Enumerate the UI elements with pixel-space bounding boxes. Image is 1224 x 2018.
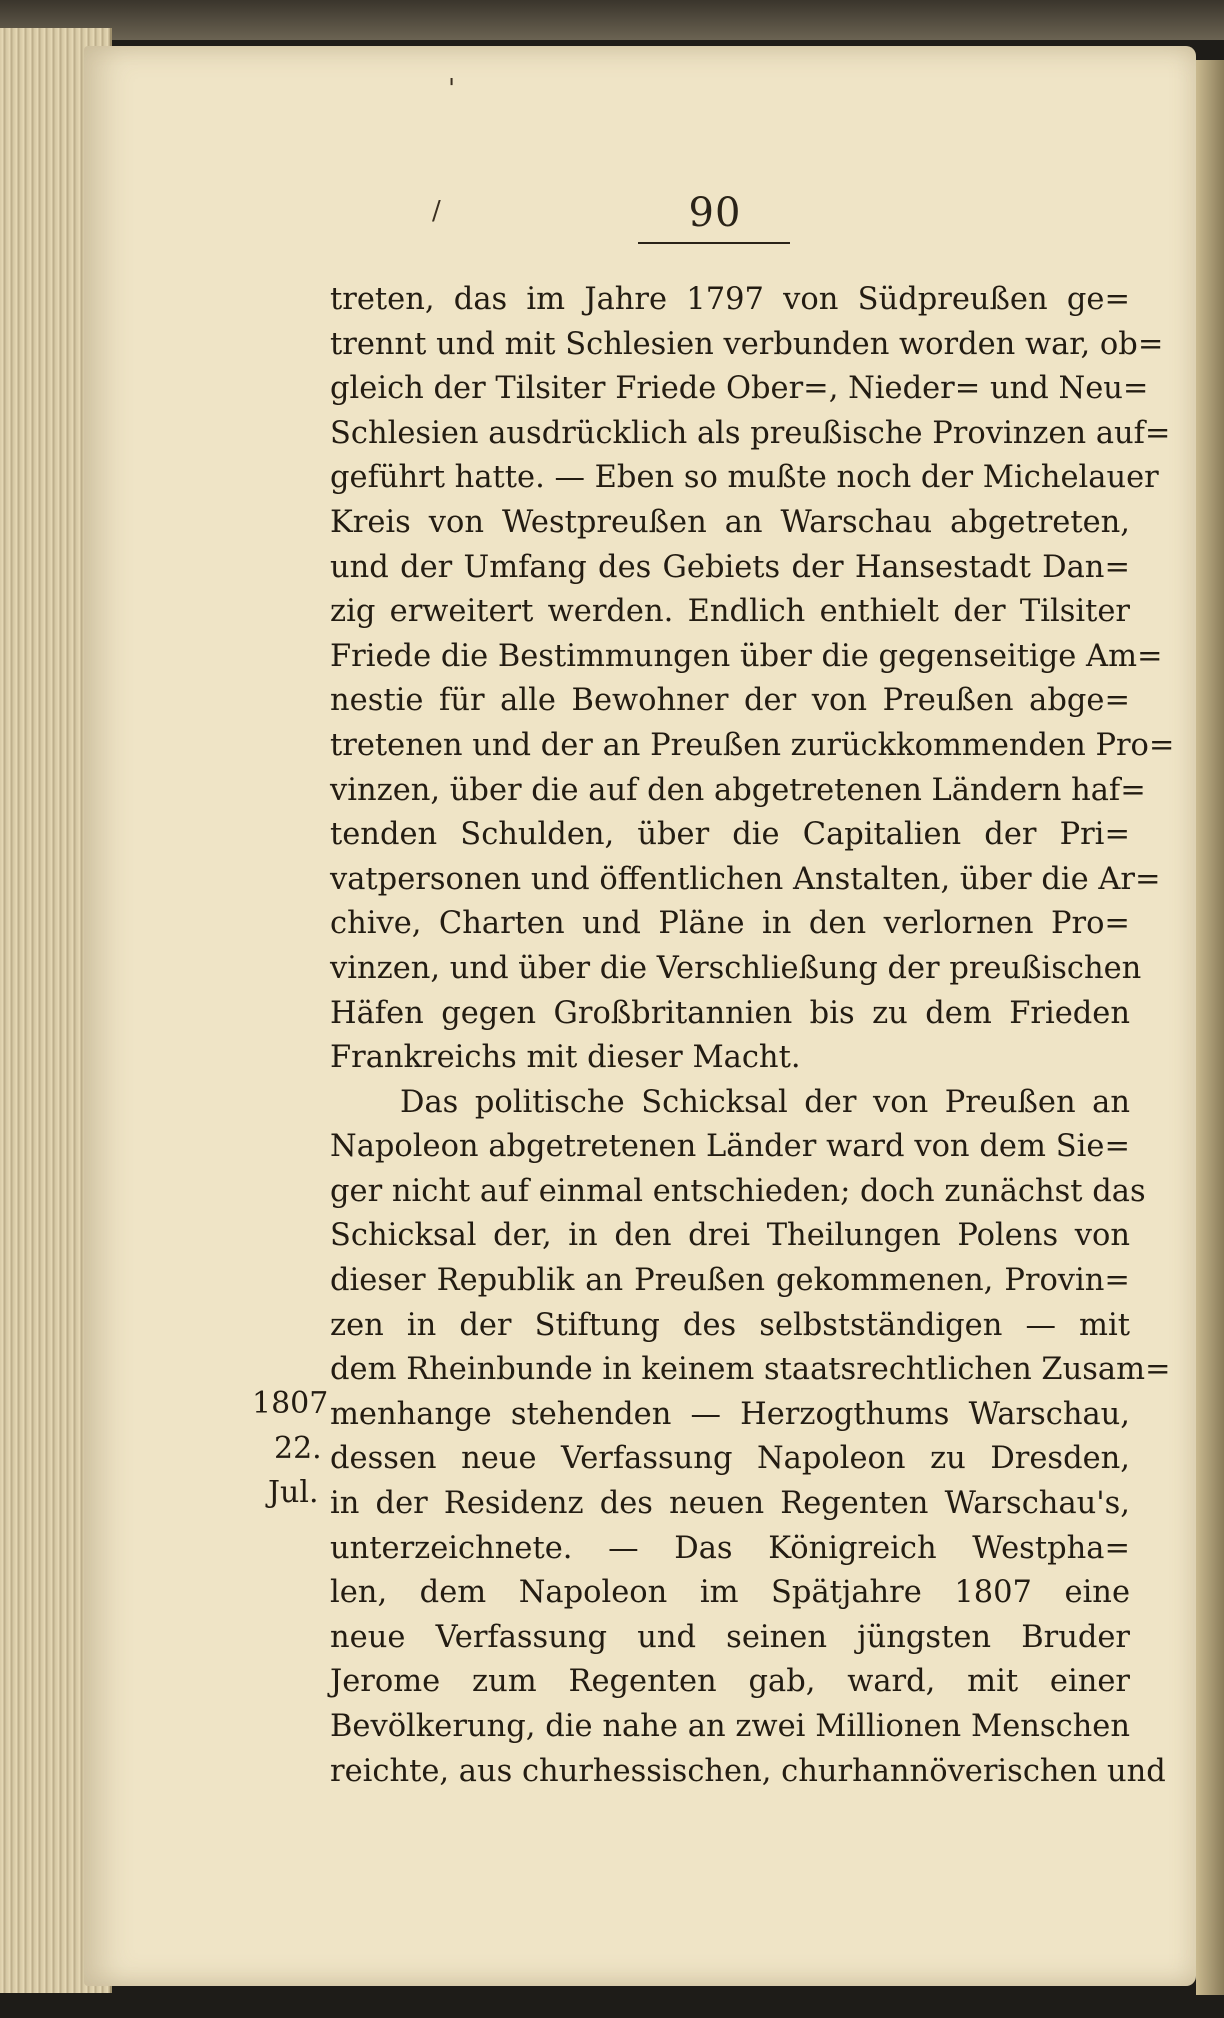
text-line: nestie für alle Bewohner der von Preußen abge= [330,683,1130,719]
text-line: Häfen gegen Großbritannien bis zu dem Frieden [330,995,1130,1031]
text-line: dessen neue Verfassung Napoleon zu Dresden, [330,1441,1130,1477]
text-line: zen in der Stiftung des selbstständigen — mit [330,1307,1130,1343]
text-line: zig erweitert werden. Endlich enthielt der Tilsiter [330,594,1130,630]
text-line: Schlesien ausdrücklich als preußische Provinzen auf= [330,415,1171,451]
text-line: dieser Republik an Preußen gekommenen, Provin= [330,1263,1130,1299]
text-line: dem Rheinbunde in keinem staatsrechtlichen Zusam= [330,1352,1171,1388]
margin-note-day: 22. [274,1431,322,1466]
text-line: unterzeichnete. — Das Königreich Westpha= [330,1530,1130,1566]
text-line: neue Verfassung und seinen jüngsten Bruder [330,1619,1130,1655]
text-line: in der Residenz des neuen Regenten Warschau's, [330,1486,1130,1522]
ink-speck: ' [448,74,456,104]
text-line: tretenen und der an Preußen zurückkommenden Pro= [330,727,1175,763]
text-line: reichte, aus churhessischen, churhannöverischen und [330,1753,1166,1789]
text-line: ger nicht auf einmal entschieden; doch zunächst das [330,1173,1146,1209]
text-line: und der Umfang des Gebiets der Hansestadt Dan= [330,549,1130,585]
text-line: Das politische Schicksal der von Preußen an [400,1084,1130,1120]
text-line: Jerome zum Regenten gab, ward, mit einer [330,1664,1130,1700]
text-line: gleich der Tilsiter Friede Ober=, Nieder= und Neu= [330,371,1149,407]
book-spine-top [0,0,1224,40]
text-line: geführt hatte. — Eben so mußte noch der Michelauer [330,460,1159,496]
text-line: tenden Schulden, über die Capitalien der Pri= [330,817,1130,853]
text-line: Napoleon abgetretenen Länder ward von dem Sie= [330,1129,1130,1165]
text-line: trennt und mit Schlesien verbunden worden war, ob= [330,326,1164,362]
ink-stroke: / [432,196,441,226]
text-line: Friede die Bestimmungen über die gegenseitige Am= [330,638,1163,674]
page-number: 90 [688,190,742,236]
text-line: Frankreichs mit dieser Macht. [330,1040,801,1076]
body-text [330,278,1175,1794]
text-line: vatpersonen und öffentlichen Anstalten, über die Ar= [330,861,1161,897]
book-right-edge [1196,60,1224,1995]
text-line: Kreis von Westpreußen an Warschau abgetreten, [330,504,1130,540]
text-line: vinzen, über die auf den abgetretenen Ländern haf= [330,772,1146,808]
text-line: menhange stehenden — Herzogthums Warschau, [330,1396,1130,1432]
text-line: Schicksal der, in den drei Theilungen Polens von [330,1218,1130,1254]
text-line: Bevölkerung, die nahe an zwei Millionen Menschen [330,1709,1130,1744]
text-line: chive, Charten und Pläne in den verlornen Pro= [330,906,1130,942]
page-number-rule [638,242,790,244]
text-line: len, dem Napoleon im Spätjahre 1807 eine [330,1575,1130,1611]
text-line: vinzen, und über die Verschließung der preußischen [330,950,1142,986]
text-line: treten, das im Jahre 1797 von Südpreußen ge= [330,282,1130,317]
margin-note-month: Jul. [268,1475,319,1510]
margin-note-year: 1807 [252,1386,329,1421]
